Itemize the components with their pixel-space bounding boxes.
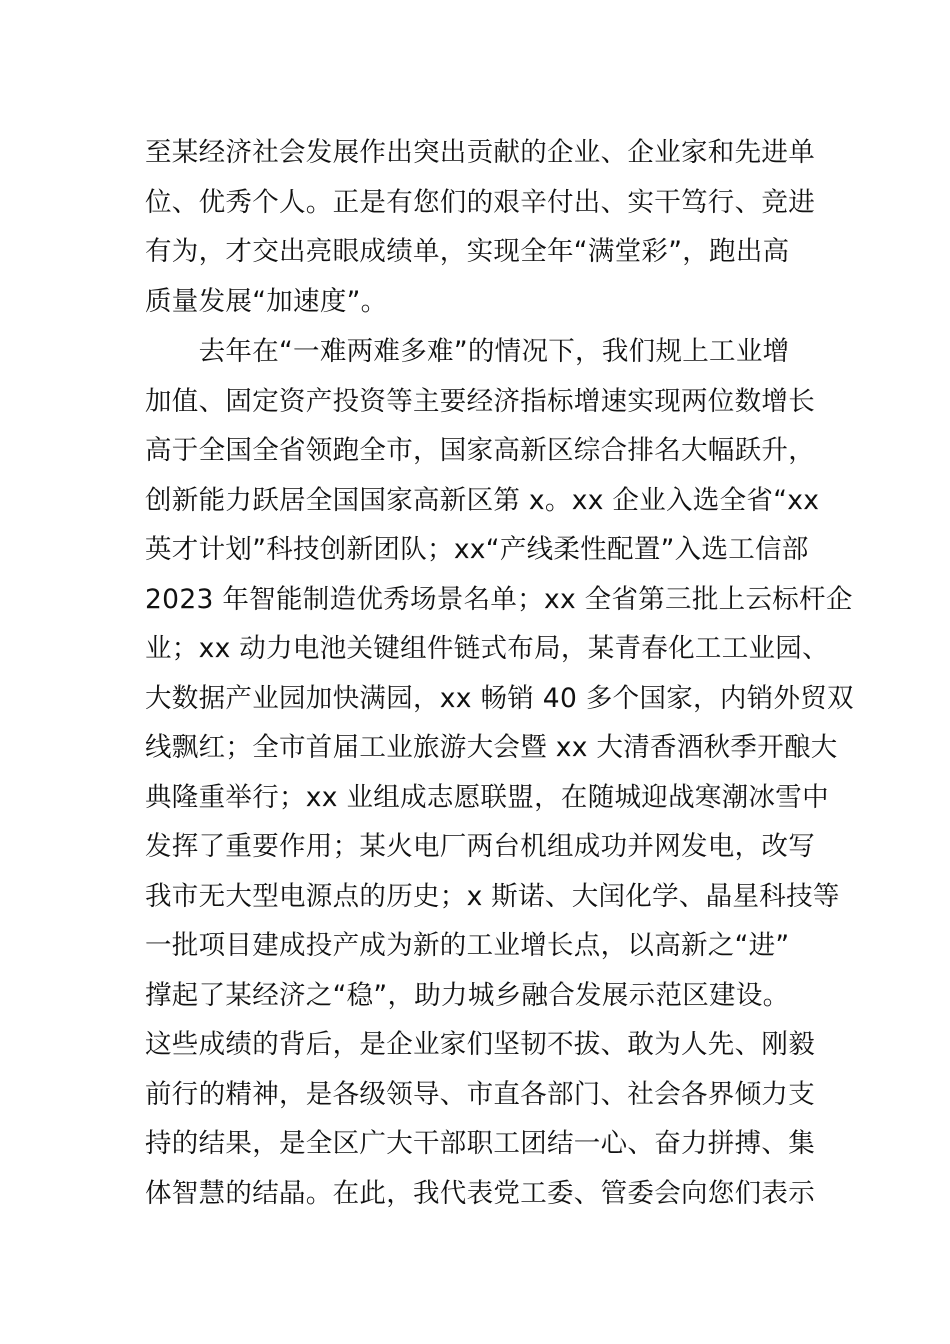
paragraph-line: 创新能力跃居全国国家高新区第 x。xx 企业入选全省“xx [145,484,820,516]
paragraph-line: 我市无大型电源点的历史；x 斯诺、大闰化学、晶星科技等 [145,880,840,912]
paragraph-line: 撑起了某经济之“稳”，助力城乡融合发展示范区建设。 [145,979,790,1011]
paragraph-line: 英才计划”科技创新团队；xx“产线柔性配置”入选工信部 [145,534,809,565]
paragraph-line: 位、优秀个人。正是有您们的艰辛付出、实干笃行、竞进 [145,186,815,218]
paragraph-line: 持的结果，是全区广大干部职工团结一心、奋力拼搏、集 [145,1128,815,1159]
paragraph-line: 典隆重举行；xx 业组成志愿联盟，在随城迎战寒潮冰雪中 [145,781,829,813]
paragraph-line: 高于全国全省领跑全市，国家高新区综合排名大幅跃升， [145,435,815,466]
paragraph-line: 这些成绩的背后，是企业家们坚韧不拔、敢为人先、刚毅 [145,1029,815,1060]
paragraph-line: 大数据产业园加快满园，xx 畅销 40 多个国家，内销外贸双 [145,682,854,714]
paragraph-line: 去年在“一难两难多难”的情况下，我们规上工业增 [145,336,790,367]
paragraph-line: 2023 年智能制造优秀场景名单；xx 全省第三批上云标杆企 [145,583,853,615]
paragraph-line: 加值、固定资产投资等主要经济指标增速实现两位数增长 [145,385,815,417]
paragraph-1 [145,128,815,326]
paragraph-line: 有为，才交出亮眼成绩单，实现全年“满堂彩”，跑出高 [145,236,790,267]
paragraph-line: 前行的精神，是各级领导、市直各部门、社会各界倾力支 [145,1078,815,1110]
paragraph-2 [145,327,854,1218]
paragraph-line: 业；xx 动力电池关键组件链式布局，某青春化工工业园、 [145,633,829,664]
paragraph-line: 体智慧的结晶。在此，我代表党工委、管委会向您们表示 [145,1177,815,1209]
paragraph-line: 至某经济社会发展作出突出贡献的企业、企业家和先进单 [145,137,815,168]
paragraph-line: 质量发展“加速度”。 [145,285,388,317]
paragraph-line: 一批项目建成投产成为新的工业增长点，以高新之“进” [145,930,790,961]
paragraph-line: 发挥了重要作用；某火电厂两台机组成功并网发电，改写 [145,831,815,862]
paragraph-line: 线飘红；全市首届工业旅游大会暨 xx 大清香酒秋季开酿大 [145,732,838,763]
